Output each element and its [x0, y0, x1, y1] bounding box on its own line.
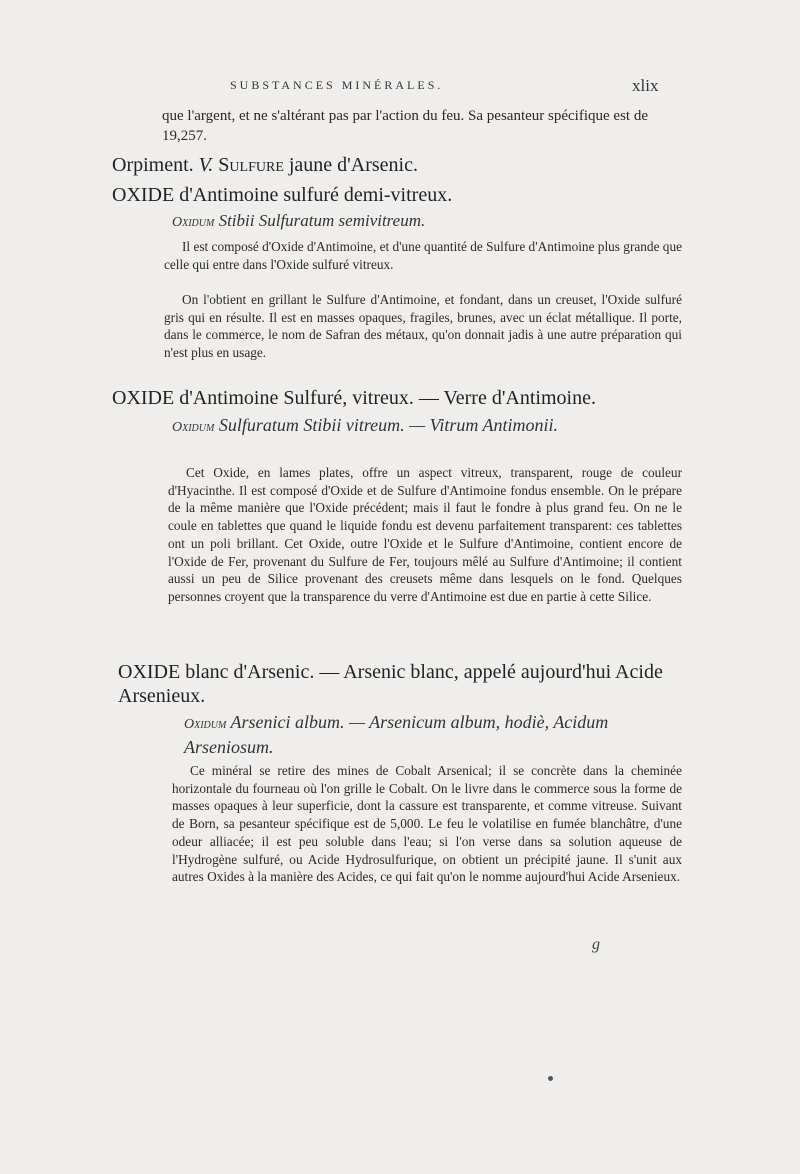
orpiment-see: V. [198, 154, 219, 176]
intro-text: que l'argent, et ne s'altérant pas par l'action du feu. Sa pesanteur spécifique est de 19,257. [162, 108, 648, 144]
latin-rest: Arsenici album. — Arsenicum album, hodiè, Acidum Arseniosum. [184, 712, 609, 757]
orpiment-ref: Sulfure [218, 154, 284, 176]
latin-oxidum: Oxidum [172, 420, 215, 435]
latin-rest: Stibii Sulfuratum semivitreum. [214, 211, 426, 230]
page-number: xlix [632, 76, 659, 95]
orpiment-name: Orpiment. [112, 154, 199, 176]
running-head: SUBSTANCES MINÉRALES. [230, 78, 444, 92]
entry-latin-name [172, 210, 672, 234]
latin-oxidum: Oxidum [184, 717, 227, 732]
entry-latin-name [172, 414, 682, 439]
entry-title: OXIDE blanc d'Arsenic. — Arsenic blanc, appelé aujourd'hui Acide Arsenieux. [118, 661, 663, 707]
entry-title-orpiment [112, 153, 692, 177]
entry-paragraph: Cet Oxide, en lames plates, offre un aspect vitreux, transparent, rouge de couleur d'Hyacinthe. Il est composé d'Oxide et de Sulfure d'Antimoine fondus ensemble. On le prépare de la même manière que l'Oxide précédent; mais il faut le fondre à plus grand feu. On ne le coule en tablettes que quand le liquide fondu est devenu parfaitement transparent: ces tablettes ont un poli brillant. Cet Oxide, outre l'Oxide et le Sulfure d'Antimoine, contient encore de l'Oxide de Fer, provenant du Sulfure de Fer, toujours mêlé au Sulfure d'Antimoine; il contient aussi un peu de Silice provenant des creusets même dans lesquels on le fond. Quelques personnes croyent que la transparence du verre d'Antimoine est due en partie à cette Silice. [168, 465, 682, 604]
entry-paragraph: Il est composé d'Oxide d'Antimoine, et d'une quantité de Sulfure d'Antimoine plus grande que celle qui entre dans l'Oxide sulfuré vitreux. [164, 239, 682, 272]
entry-latin-name [184, 711, 684, 758]
orpiment-rest: jaune d'Arsenic. [283, 154, 418, 176]
signature-mark: g [592, 936, 600, 953]
latin-oxidum: Oxidum [172, 215, 215, 230]
latin-rest: Sulfuratum Stibii vitreum. — Vitrum Antimonii. [214, 415, 558, 435]
entry-paragraph: On l'obtient en grillant le Sulfure d'Antimoine, et fondant, dans un creuset, l'Oxide sulfuré gris qui en résulte. Il est en masses opaques, fragiles, brunes, avec un éclat métallique. Il porte, dans le commerce, le nom de Safran des métaux, qu'on donnait jadis à une autre préparation qui n'est plus en usage. [164, 292, 682, 361]
entry-title: OXIDE d'Antimoine Sulfuré, vitreux. — Verre d'Antimoine. [112, 387, 596, 409]
ink-speck [548, 1076, 553, 1081]
entry-paragraph: Ce minéral se retire des mines de Cobalt Arsenical; il se concrète dans la cheminée horizontale du fourneau où l'on grille le Cobalt. On le livre dans le commerce sous la forme de masses opaques à leur superficie, dont la cassure est transparente, et comme vitreuse. Suivant de Born, sa pesanteur spécifique est de 5,000. Le feu le volatilise en fumée blanchâtre, d'une odeur alliacée; il est peu soluble dans l'eau; si l'on verse dans sa solution aqueuse de l'Hydrogène sulfuré, ou Acide Hydrosulfurique, on obtient un précipité jaune. Il s'unit aux autres Oxides à la manière des Acides, ce qui fait qu'on le nomme aujourd'hui Acide Arsenieux. [172, 763, 682, 885]
entry-title: OXIDE d'Antimoine sulfuré demi-vitreux. [112, 184, 453, 206]
